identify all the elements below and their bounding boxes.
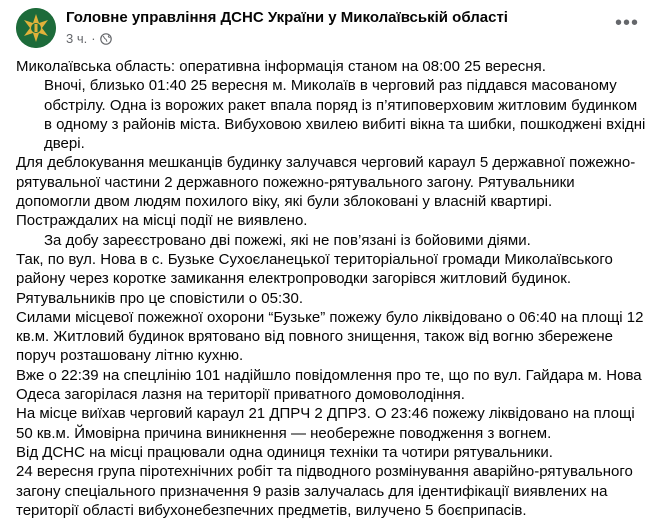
post-paragraph: За добу зареєстровано дві пожежі, які не пов’язані із бойовими діями. <box>44 231 531 249</box>
more-horizontal-icon: ••• <box>614 12 639 34</box>
page-name-link[interactable]: Головне управління ДСНС України у Миколаївській області <box>66 9 508 26</box>
post-paragraph: 24 вересня група піротехнічних робіт та підводного розмінування аварійно-рятувального загону спеціального призначення 9 разів залучалась для ідентифікації виявлених на території області вибухонебезпечних предметів, вилучено 5 боєприпасів. <box>16 463 633 519</box>
post-paragraph: Силами місцевої пожежної охорони “Бузьке” пожежу було ліквідовано о 06:40 на площі 12 кв.м. Житловий будинок врятовано від повного знищення, також від вогню збережене поруч розташовану літню кухню. <box>16 308 644 365</box>
globe-icon[interactable] <box>100 33 112 45</box>
page-avatar[interactable] <box>16 8 56 48</box>
post-paragraph: Так, по вул. Нова в с. Бузьке Сухоєланецької територіальної громади Миколаївського району через коротке замикання електропроводки загорівся житловий будинок. Рятувальників про це сповістили о 05:30. <box>16 250 613 307</box>
post-meta <box>66 31 112 46</box>
meta-separator: · <box>91 31 96 46</box>
post-paragraph: Вже о 22:39 на спецлінію 101 надійшло повідомлення про те, що по вул. Гайдара м. Нова Одеса загорілася лазня на території приватного домоволодіння. <box>16 366 642 404</box>
post-paragraph: На місце виїхав черговий караул 21 ДПРЧ 2 ДПРЗ. О 23:46 пожежу ліквідовано на площі 50 кв.м. Ймовірна причина виникнення — необережне поводження з вогнем. <box>16 405 635 442</box>
post-paragraph: Вночі, близько 01:40 25 вересня м. Миколаїв в черговий раз піддався масованому обстрілу. Одна із ворожих ракет впала поряд із п’ятиповерховим житловим будинком в одному з районів міста. Вибуховою хвилею вибиті вікна та шибки, пошкоджені вхідні двері. <box>44 77 646 153</box>
post-timestamp[interactable]: 3 ч. <box>66 31 88 46</box>
post-paragraph: Від ДСНС на місці працювали одна одиниця техніки та чотири рятувальники. <box>16 443 553 461</box>
more-options-button[interactable] <box>610 10 644 36</box>
dsns-emblem-icon <box>16 8 56 48</box>
post-paragraph: Миколаївська область: оперативна інформація станом на 08:00 25 вересня. <box>16 58 546 75</box>
post-message <box>16 57 648 520</box>
post-paragraph: Для деблокування мешканців будинку залучався черговий караул 5 державної пожежно-рятувальної частини 2 державного пожежно-рятувального загону. Рятувальники допомогли двом людям похилого віку, які були зблоковані у власній квартирі. Постраждалих на місці події не виявлено. <box>16 154 636 230</box>
post-header <box>16 8 642 48</box>
